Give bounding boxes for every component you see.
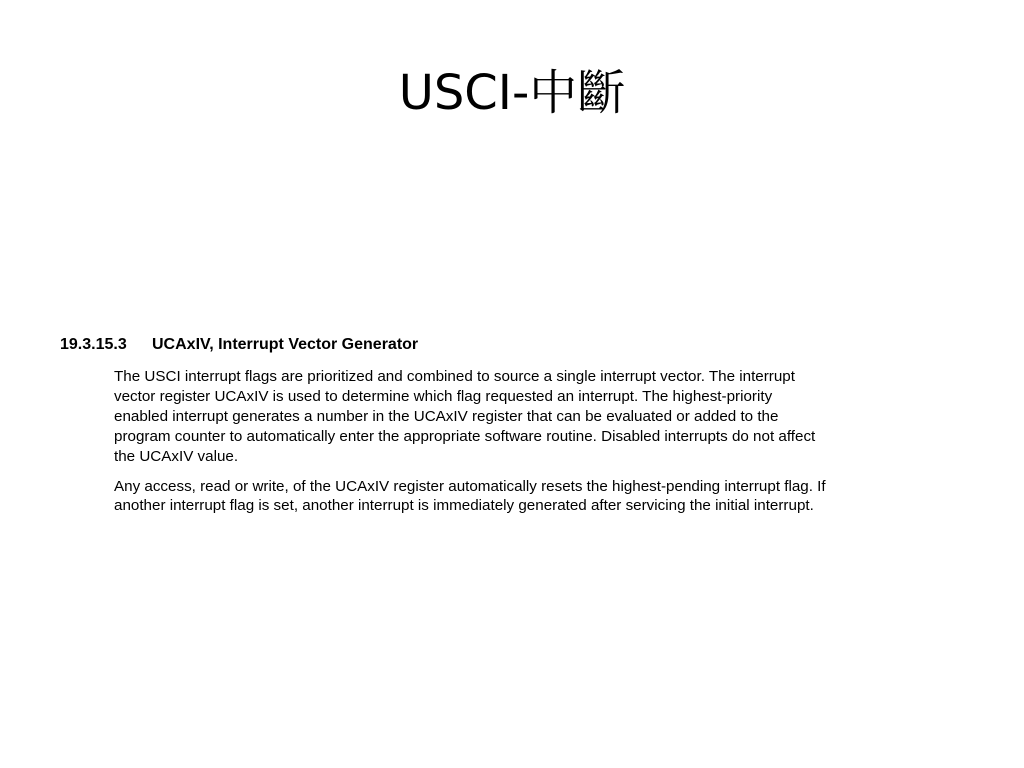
slide-title: USCI-中斷 (398, 65, 626, 121)
section-number: 19.3.15.3 (60, 336, 127, 353)
section-body (114, 367, 970, 516)
paragraph-line: enabled interrupt generates a number in the UCAxIV register that can be evaluated or added to the (114, 407, 779, 425)
paragraph-line: program counter to automatically enter the appropriate software routine. Disabled interrupts do not affect (114, 427, 816, 445)
paragraph-line: Any access, read or write, of the UCAxIV register automatically resets the highest-pending interrupt flag. If (114, 477, 826, 495)
paragraph-1 (114, 367, 970, 467)
paragraph-line: vector register UCAxIV is used to determine which flag requested an interrupt. The highest-priority (114, 387, 773, 405)
document-excerpt (60, 334, 970, 516)
paragraph-2 (114, 477, 970, 517)
paragraph-line: the UCAxIV value. (114, 447, 239, 465)
paragraph-line: another interrupt flag is set, another interrupt is immediately generated after servicing the initial interrupt. (114, 497, 814, 515)
section-heading (60, 334, 970, 356)
section-title: UCAxIV, Interrupt Vector Generator (152, 336, 419, 353)
paragraph-line: The USCI interrupt flags are prioritized and combined to source a single interrupt vector. The interrupt (114, 368, 795, 385)
